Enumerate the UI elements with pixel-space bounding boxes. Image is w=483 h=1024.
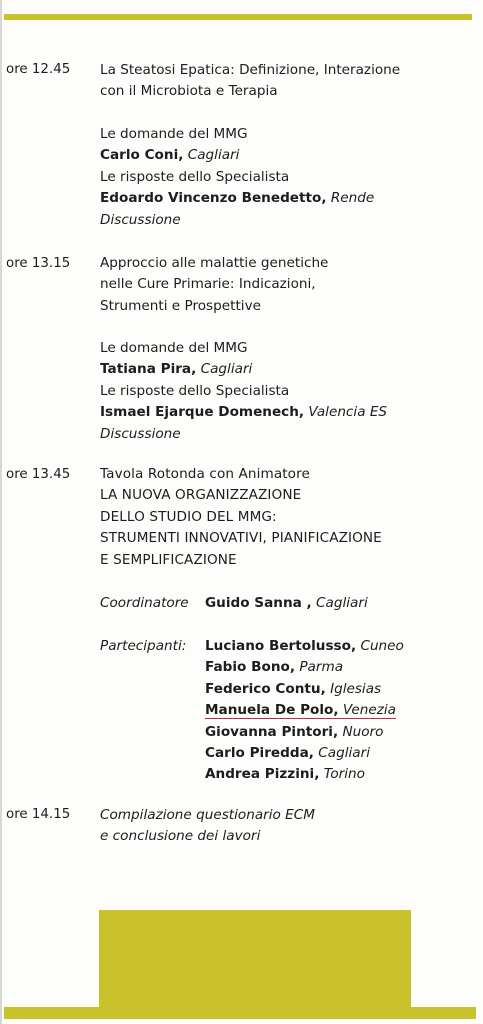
bottom-accent-bar <box>4 1007 476 1019</box>
mmg-speaker <box>100 359 387 380</box>
title-line: e conclusione dei lavori <box>100 828 261 845</box>
title-line: DELLO STUDIO DEL MMG: <box>100 508 277 525</box>
session-title <box>100 60 400 103</box>
speaker-city: Valencia ES <box>308 404 388 421</box>
title-line: Tavola Rotonda con Animatore <box>100 466 310 482</box>
participants-list <box>205 636 404 786</box>
session-time: ore 12.45 <box>6 62 71 77</box>
speaker-name: Tatiana Pira, <box>100 361 197 378</box>
discussion-label: Discussione <box>100 211 181 228</box>
speaker-city: Cagliari <box>187 147 240 164</box>
title-line: Compilazione questionario ECM <box>100 807 315 823</box>
participant <box>205 743 404 764</box>
speaker-city: Cagliari <box>200 361 253 378</box>
spec-label: Le risposte dello Specialista <box>100 382 290 399</box>
participant-name: Fabio Bono, <box>205 659 296 676</box>
participant-city: Nuoro <box>342 723 384 740</box>
coordinator-name: Guido Sanna , <box>205 595 312 611</box>
mmg-label: Le domande del MMG <box>100 126 248 142</box>
participant-city: Venezia <box>342 702 396 719</box>
participant-name: Luciano Bertolusso, <box>205 638 357 654</box>
participant-name: Carlo Piredda, <box>205 745 314 762</box>
spec-label: Le risposte dello Specialista <box>100 168 290 185</box>
bottom-accent-block <box>99 910 411 1011</box>
participant <box>205 636 404 657</box>
participant-city: Iglesias <box>330 680 382 697</box>
speaker-name: Ismael Ejarque Domenech, <box>100 404 305 421</box>
top-accent-bar <box>4 14 472 20</box>
title-line: LA NUOVA ORGANIZZAZIONE <box>100 487 302 504</box>
participant-city: Torino <box>323 766 365 783</box>
participants-label: Partecipanti: <box>100 638 187 654</box>
qa-block <box>100 124 374 231</box>
participant-name: Andrea Pizzini, <box>205 766 320 783</box>
participant <box>205 657 404 678</box>
participant <box>205 679 404 700</box>
title-line: Approccio alle malattie genetiche <box>100 255 329 271</box>
participant-city: Parma <box>299 659 344 676</box>
title-line: STRUMENTI INNOVATIVI, PIANIFICAZIONE <box>100 530 382 547</box>
spec-speaker <box>100 188 374 209</box>
participant-name: Federico Contu, <box>205 680 326 697</box>
mmg-label: Le domande del MMG <box>100 340 248 356</box>
participant <box>205 764 404 785</box>
page-edge <box>0 0 2 1024</box>
participant <box>205 700 404 721</box>
session-time: ore 13.45 <box>6 467 71 482</box>
speaker-city: Rende <box>330 190 375 207</box>
title-line: con il Microbiota e Terapia <box>100 83 278 100</box>
session-title <box>100 805 315 848</box>
coordinator-city: Cagliari <box>316 595 368 611</box>
coordinator <box>205 593 368 614</box>
session-title <box>100 253 328 317</box>
qa-block <box>100 338 387 445</box>
title-line: Strumenti e Prospettive <box>100 297 261 314</box>
participant-city: Cagliari <box>318 745 370 762</box>
title-line: La Steatosi Epatica: Definizione, Interazione <box>100 62 401 78</box>
participant-name: Giovanna Pintori, <box>205 723 339 740</box>
participant-city: Cuneo <box>360 638 404 654</box>
speaker-name: Edoardo Vincenzo Benedetto, <box>100 190 327 207</box>
participant-name: Manuela De Polo, <box>205 702 339 719</box>
participant <box>205 722 404 743</box>
session-time: ore 13.15 <box>6 256 71 271</box>
highlighted-participant <box>205 702 396 719</box>
mmg-speaker <box>100 145 374 166</box>
session-title <box>100 464 382 571</box>
session-time: ore 14.15 <box>6 807 71 822</box>
discussion-label: Discussione <box>100 425 181 442</box>
coordinator-label: Coordinatore <box>100 595 189 611</box>
title-line: E SEMPLIFICAZIONE <box>100 551 237 568</box>
spec-speaker <box>100 402 387 423</box>
title-line: nelle Cure Primarie: Indicazioni, <box>100 276 316 293</box>
speaker-name: Carlo Coni, <box>100 147 184 164</box>
